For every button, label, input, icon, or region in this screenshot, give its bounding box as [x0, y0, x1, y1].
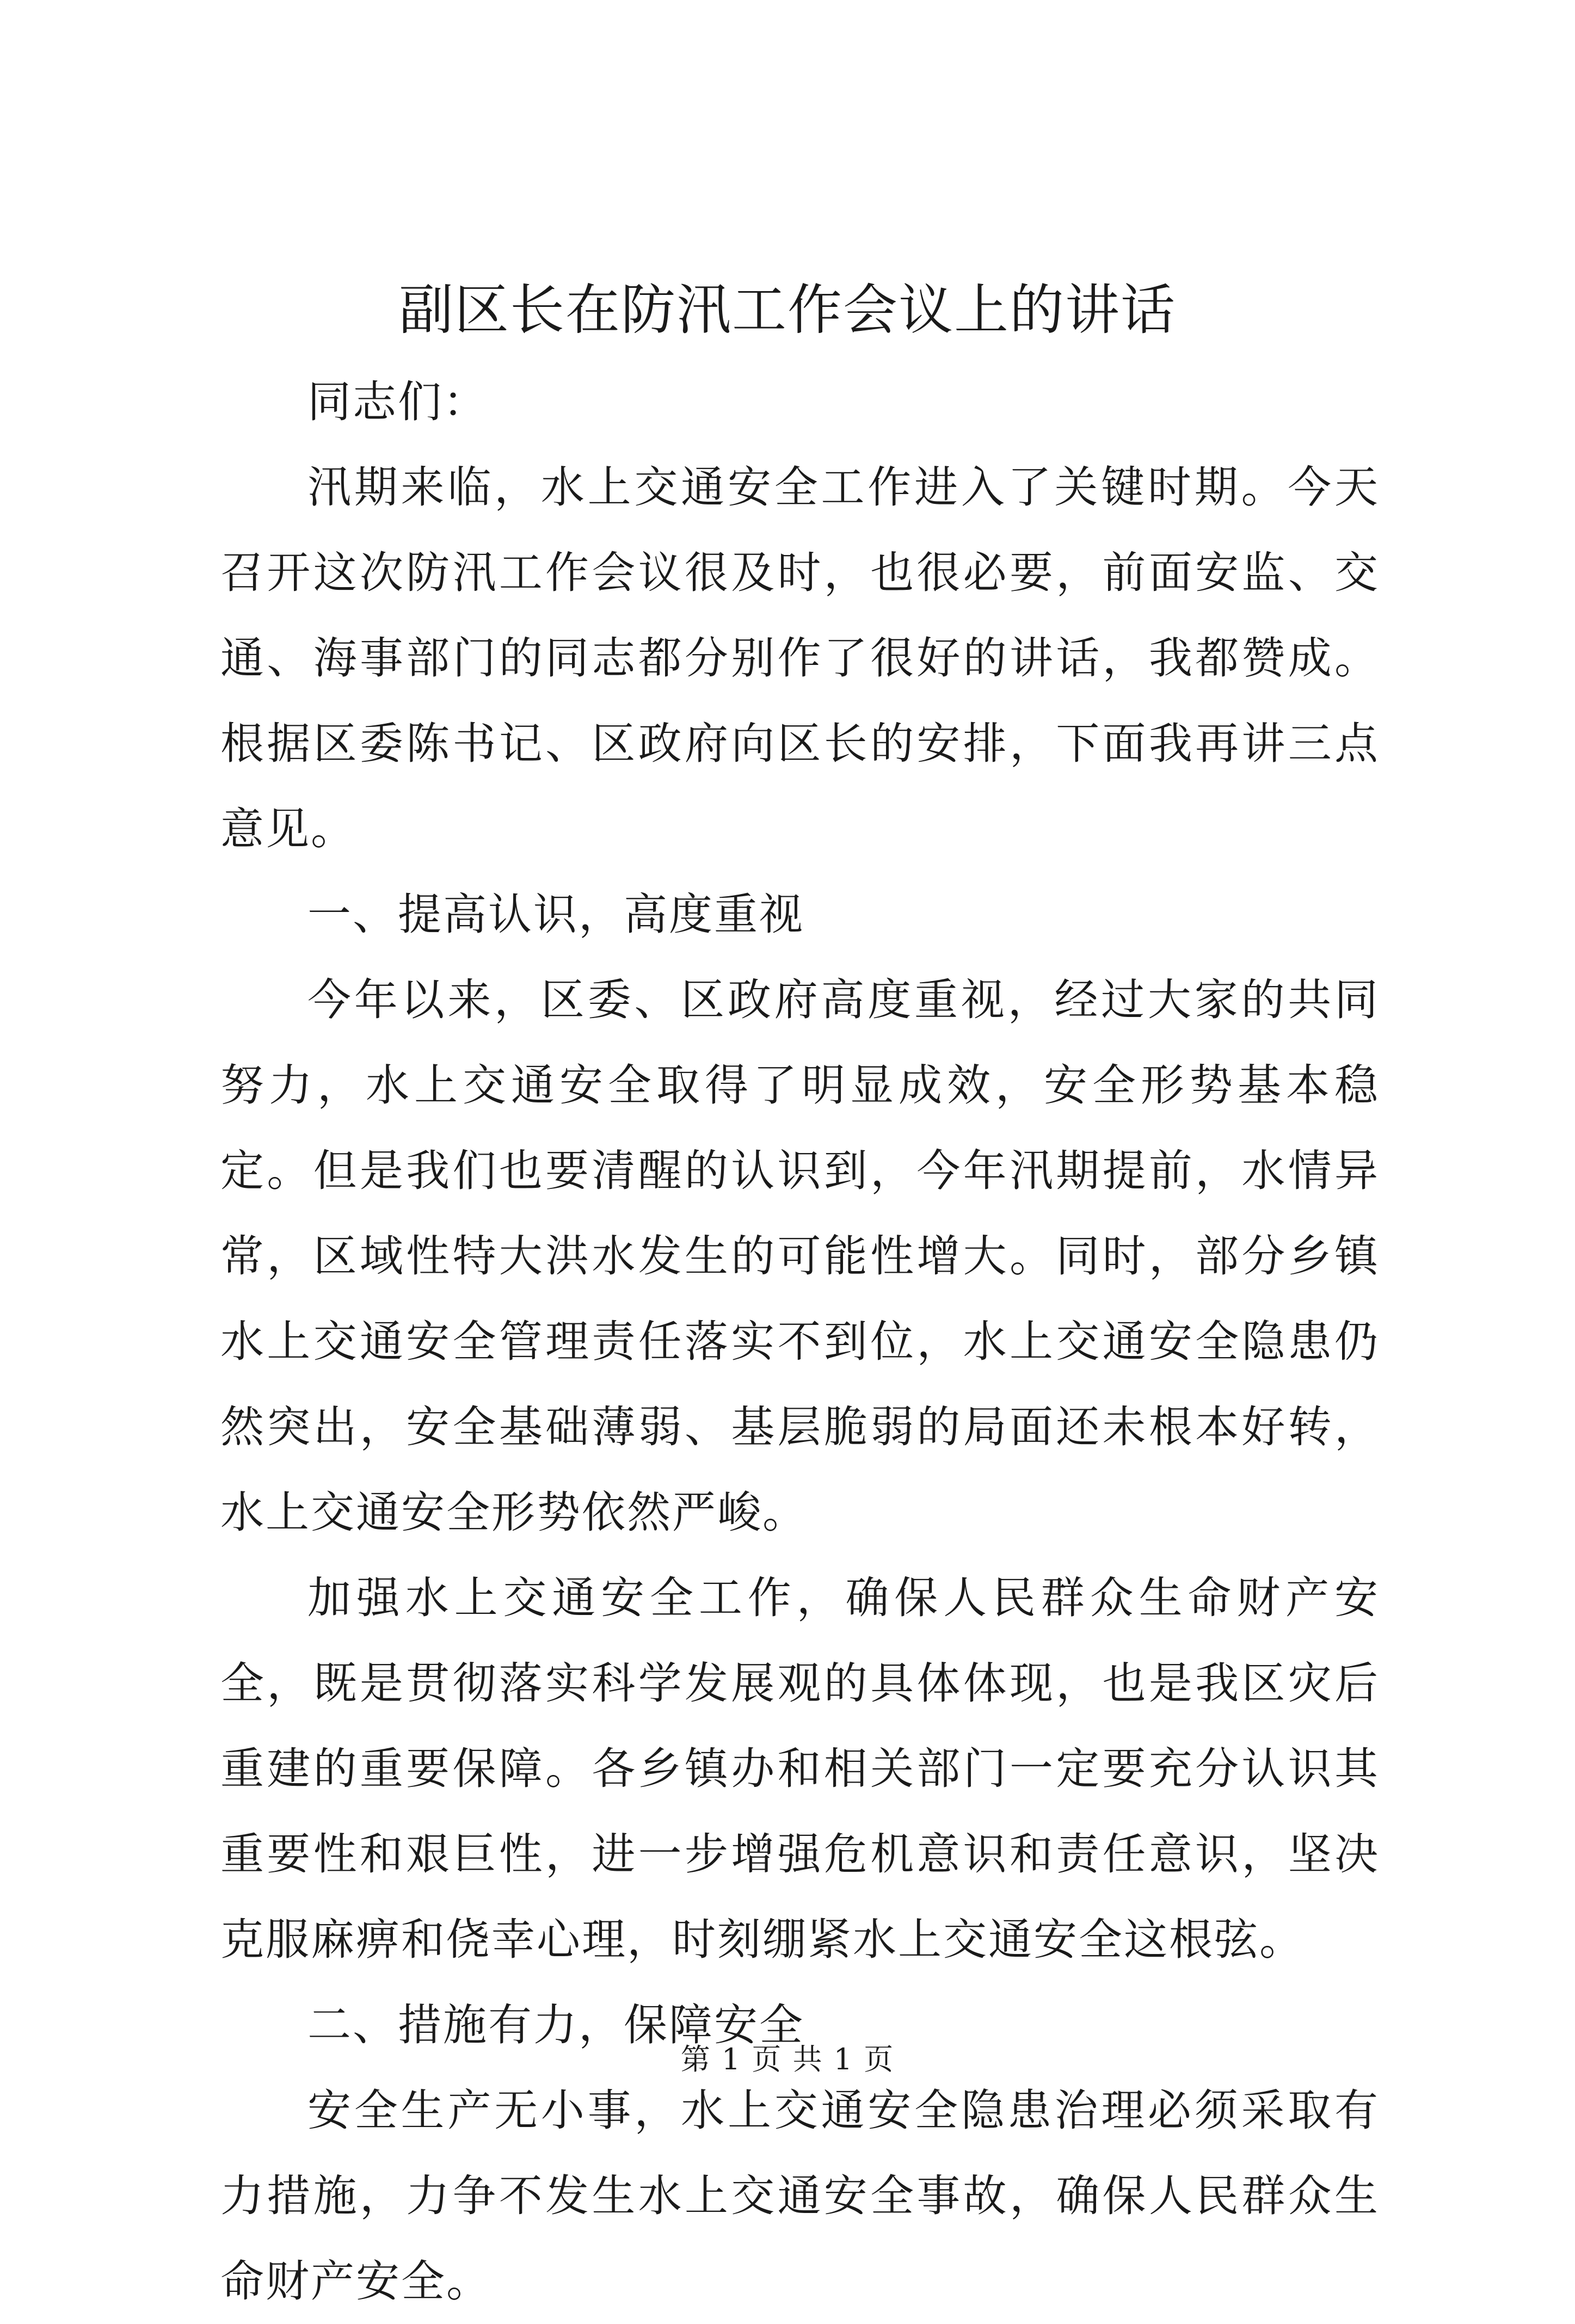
document-body: [220, 359, 1380, 2324]
body-paragraph: 安全生产无小事，水上交通安全隐患治理必须采取有力措施，力争不发生水上交通安全事故，确保人民群众生命财产安全。: [220, 2085, 1380, 2307]
salutation: 同志们：: [307, 377, 488, 427]
body-paragraph: 今年以来，区委、区政府高度重视，经过大家的共同努力，水上交通安全取得了明显成效，安全形势基本稳定。但是我们也要清醒的认识到，今年汛期提前，水情异常，区域性特大洪水发生的可能性增大。同时，部分乡镇水上交通安全管理责任落实不到位，水上交通安全隐患仍然突出，安全基础薄弱、基层脆弱的局面还未根本好转，水上交通安全形势依然严峻。: [220, 975, 1380, 1538]
body-paragraph: 汛期来临，水上交通安全工作进入了关键时期。今天召开这次防汛工作会议很及时，也很必要，前面安监、交通、海事部门的同志都分别作了很好的讲话，我都赞成。根据区委陈书记、区政府向区长的安排，下面我再讲三点意见。: [220, 462, 1380, 854]
section-heading: 一、提高认识，高度重视: [307, 889, 804, 940]
section-heading: 二、措施有力，保障安全: [307, 2000, 804, 2050]
document-title: 副区长在防汛工作会议上的讲话: [399, 278, 1176, 342]
page-footer: 第 1 页 共 1 页: [680, 2042, 895, 2076]
body-paragraph: 加强水上交通安全工作，确保人民群众生命财产安全，既是贯彻落实科学发展观的具体体现，也是我区灾后重建的重要保障。各乡镇办和相关部门一定要充分认识其重要性和艰巨性，进一步增强危机意识和责任意识，坚决克服麻痹和侥幸心理，时刻绷紧水上交通安全这根弦。: [220, 1573, 1380, 1965]
